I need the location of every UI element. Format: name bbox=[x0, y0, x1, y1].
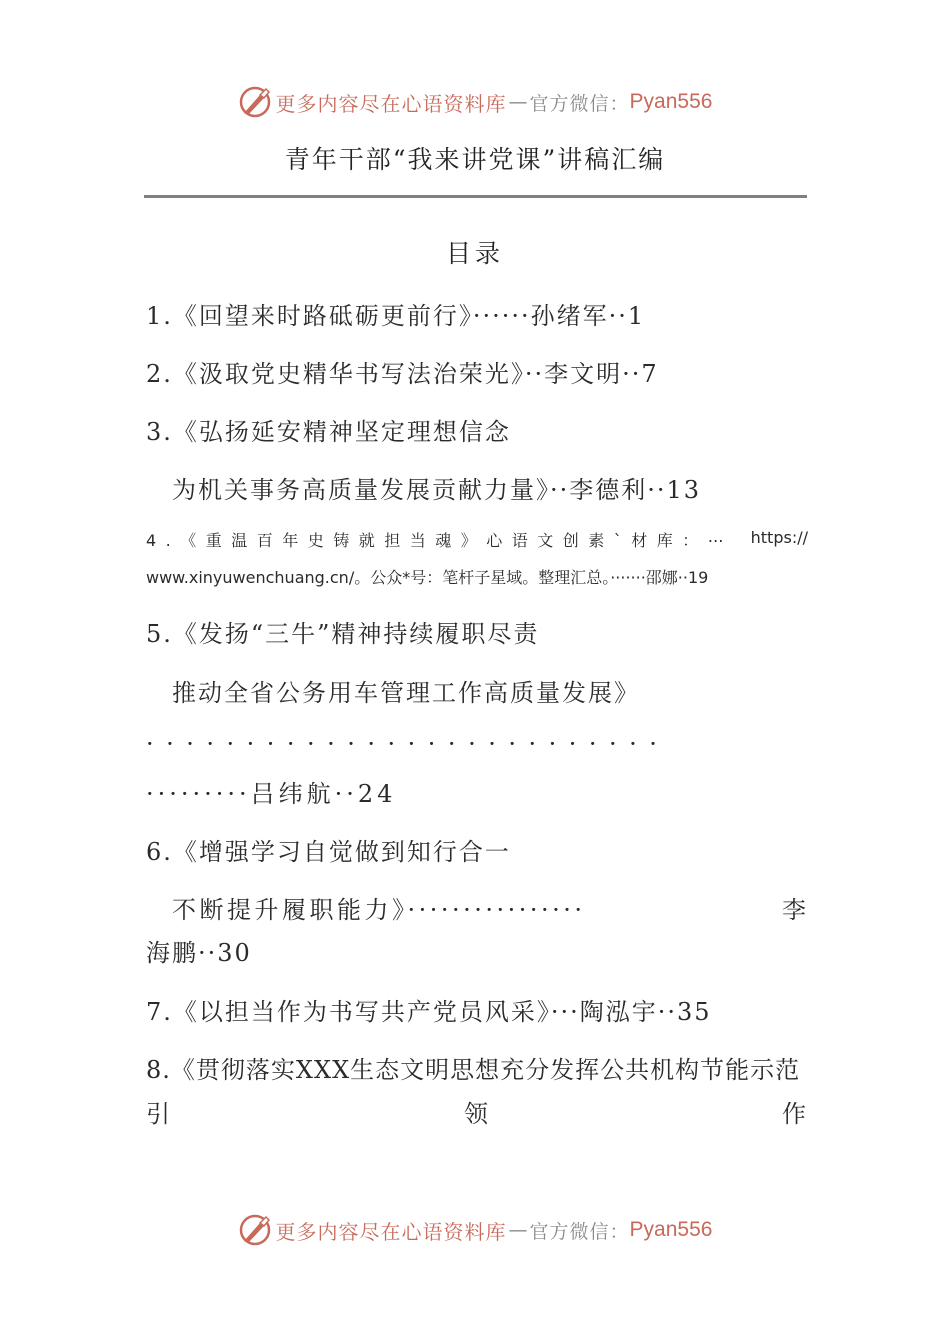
toc-item-8-word-3: 作 bbox=[782, 1100, 808, 1128]
toc-item-4-title: 4.《重温百年史铸就担当魂》心语文创素`材库：⋯ bbox=[146, 531, 734, 550]
top-banner bbox=[0, 82, 950, 122]
toc-item-3-line-2: 为机关事务高质量发展贡献力量》··李德利··13 bbox=[172, 476, 702, 504]
toc-item-6-title-end: 不断提升履职能力》················ bbox=[172, 896, 586, 924]
toc-item-8-line-2 bbox=[146, 1094, 808, 1129]
toc-item-6-line-1: 6.《增强学习自觉做到知行合一 bbox=[146, 838, 511, 866]
toc-item-5-line-2: 推动全省公务用车管理工作高质量发展》 bbox=[172, 679, 640, 707]
toc-item-5-line-4: ·········吕纬航··24 bbox=[146, 780, 397, 808]
toc-item-8-word-2: 领 bbox=[464, 1100, 490, 1128]
banner-dash: — bbox=[508, 1219, 528, 1241]
banner-dash: — bbox=[508, 91, 528, 113]
banner-wechat-id: Pyan556 bbox=[629, 1218, 713, 1241]
toc-item-5-dot-leader: ·························· bbox=[146, 730, 670, 758]
toc-item-7: 7.《以担当作为书写共产党员风采》···陶泓宇··35 bbox=[146, 998, 712, 1026]
toc-item-5-line-1: 5.《发扬“三牛”精神持续履职尽责 bbox=[146, 620, 540, 648]
toc-item-6-author-start: 李 bbox=[782, 896, 808, 924]
document-title: 青年干部“我来讲党课”讲稿汇编 bbox=[284, 145, 666, 174]
banner-wechat-id: Pyan556 bbox=[629, 90, 713, 113]
banner-wechat-label: 官方微信： bbox=[529, 1220, 630, 1243]
toc-item-1: 1.《回望来时路砥砺更前行》······孙绪军··1 bbox=[146, 302, 646, 330]
toc-item-8-word-1: 引 bbox=[146, 1100, 172, 1128]
pen-logo-icon bbox=[238, 1213, 272, 1247]
banner-slogan: 更多内容尽在心语资料库 bbox=[275, 1219, 507, 1244]
toc-item-6-line-2 bbox=[172, 890, 808, 925]
toc-item-3-line-1: 3.《弘扬延安精神坚定理想信念 bbox=[146, 418, 511, 446]
toc-item-4-line-1 bbox=[146, 528, 808, 551]
toc-item-2: 2.《汲取党史精华书写法治荣光》··李文明··7 bbox=[146, 360, 659, 388]
toc-item-6-line-3: 海鹏··30 bbox=[146, 939, 252, 967]
toc-heading: 目录 bbox=[445, 239, 504, 268]
banner-slogan: 更多内容尽在心语资料库 bbox=[275, 91, 507, 116]
pen-logo-icon bbox=[238, 85, 272, 119]
title-divider bbox=[144, 195, 807, 198]
bottom-banner bbox=[0, 1210, 950, 1250]
toc-item-4-line-2: www.xinyuwenchuang.cn/。公众*号：笔杆子星域。整理汇总。·······邵娜··19 bbox=[146, 568, 709, 587]
toc-item-4-url-start: https:// bbox=[750, 528, 808, 547]
banner-wechat-label: 官方微信： bbox=[529, 92, 630, 115]
toc-item-8-line-1: 8.《贯彻落实XXX生态文明思想充分发挥公共机构节能示范 bbox=[146, 1056, 801, 1084]
